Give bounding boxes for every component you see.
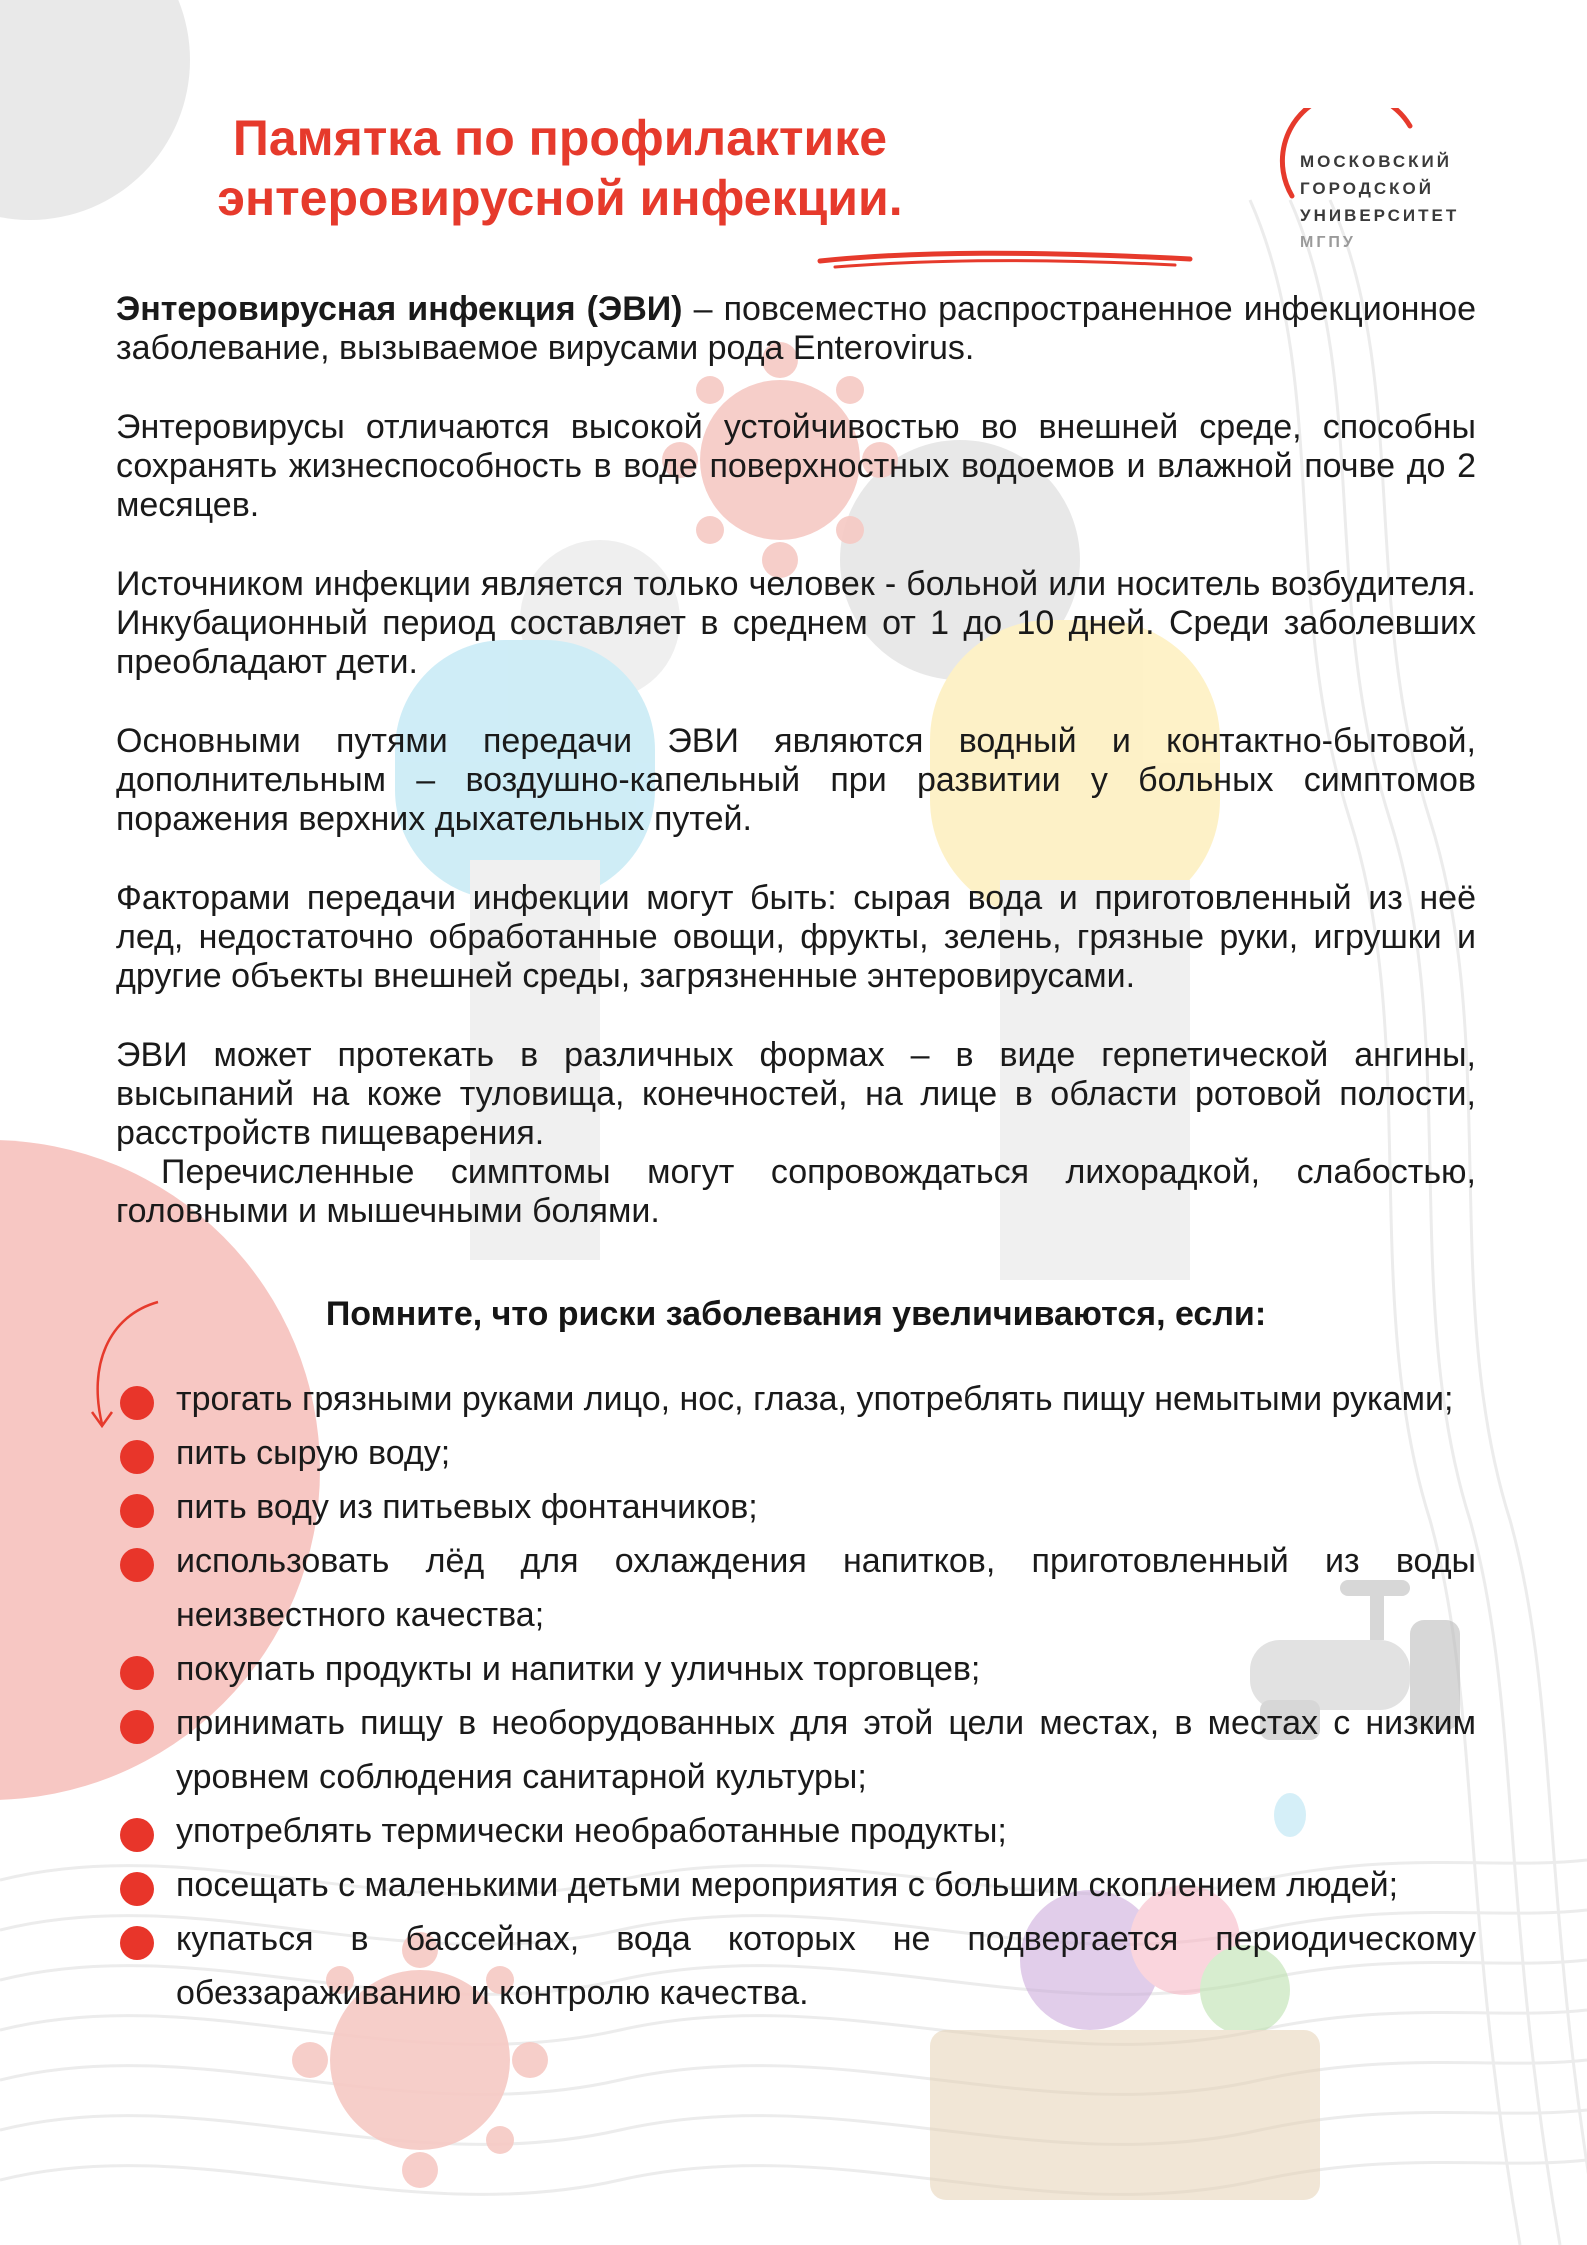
- bullet-icon: [120, 1386, 154, 1420]
- risk-heading: Помните, что риски заболевания увеличиваются, если:: [325, 1295, 1267, 1333]
- term-bold: Энтеровирусная инфекция (ЭВИ): [116, 290, 683, 328]
- risk-item-text: покупать продукты и напитки у уличных торговцев;: [176, 1650, 981, 1688]
- risk-item: [120, 1858, 1476, 1912]
- risk-item-text: пить воду из питьевых фонтанчиков;: [176, 1488, 758, 1526]
- risk-item: [120, 1642, 1476, 1696]
- risk-item-text: купаться в бассейнах, вода которых не подвергается периодическому обеззараживанию и контролю качества.: [176, 1920, 1476, 2012]
- risk-item: [120, 1426, 1476, 1480]
- bullet-icon: [120, 1440, 154, 1474]
- risk-item: [120, 1480, 1476, 1534]
- risk-list: [120, 1372, 1476, 2020]
- bullet-icon: [120, 1548, 154, 1582]
- logo-line-3: УНИВЕРСИТЕТ: [1300, 206, 1460, 225]
- paragraph-forms: ЭВИ может протекать в различных формах – в виде герпетической ангины, высыпаний на коже туловища, конечностей, на лице в области ротовой полости, расстройств пищеварения.: [116, 1036, 1476, 1152]
- risk-item-text: употреблять термически необработанные продукты;: [176, 1812, 1007, 1850]
- paragraph-symptoms: Перечисленные симптомы могут сопровождаться лихорадкой, слабостью, головными и мышечными болями.: [116, 1153, 1476, 1230]
- bullet-icon: [120, 1926, 154, 1960]
- logo-line-1: МОСКОВСКИЙ: [1300, 152, 1452, 171]
- paragraph-source: Источником инфекции является только человек - больной или носитель возбудителя. Инкубационный период составляет в среднем от 1 до 10 дней. Среди заболевших преобладают дети.: [116, 565, 1476, 681]
- risk-item: [120, 1534, 1476, 1642]
- risk-item: [120, 1696, 1476, 1804]
- paragraph-transmission-routes: Основными путями передачи ЭВИ являются водный и контактно-бытовой, дополнительным – воздушно-капельный при развитии у больных симптомов поражения верхних дыхательных путей.: [116, 722, 1476, 838]
- paragraph-definition: [116, 290, 1476, 368]
- bullet-icon: [120, 1818, 154, 1852]
- article-body: [116, 290, 1476, 1231]
- university-logo: [1270, 108, 1490, 268]
- risk-item-text: использовать лёд для охлаждения напитков, приготовленный из воды неизвестного качества;: [176, 1542, 1476, 1634]
- bullet-icon: [120, 1494, 154, 1528]
- bullet-icon: [120, 1872, 154, 1906]
- risk-item-text: принимать пищу в необорудованных для этой цели местах, в местах с низким уровнем соблюдения санитарной культуры;: [176, 1704, 1476, 1796]
- page-title-line-1: Памятка по профилактике: [232, 110, 888, 166]
- page-title-line-2: энтеровирусной инфекции.: [217, 170, 903, 226]
- risk-item: [120, 1804, 1476, 1858]
- logo-line-2: ГОРОДСКОЙ: [1300, 179, 1434, 198]
- bullet-icon: [120, 1656, 154, 1690]
- logo-line-4: МГПУ: [1300, 234, 1356, 251]
- definition-text: – повсеместно распространенное инфекционное заболевание, вызываемое вирусами рода Enterovirus.: [116, 290, 1476, 367]
- risk-item: [120, 1372, 1476, 1426]
- risk-item-text: посещать с маленькими детьми мероприятия с большим скоплением людей;: [176, 1866, 1399, 1904]
- brush-stroke-decoration: [815, 243, 1195, 273]
- risk-item-text: пить сырую воду;: [176, 1434, 451, 1472]
- paragraph-resistance: Энтеровирусы отличаются высокой устойчивостью во внешней среде, способны сохранять жизнеспособность в воде поверхностных водоемов и влажной почве до 2 месяцев.: [116, 408, 1476, 524]
- risk-item: [120, 1912, 1476, 2020]
- risk-item-text: трогать грязными руками лицо, нос, глаза, употреблять пищу немытыми руками;: [176, 1380, 1454, 1418]
- bullet-icon: [120, 1710, 154, 1744]
- page-title: [150, 108, 970, 228]
- paragraph-transmission-factors: Факторами передачи инфекции могут быть: сырая вода и приготовленный из неё лед, недостаточно обработанные овощи, фрукты, зелень, грязные руки, игрушки и другие объекты внешней среды, загрязненные энтеровирусами.: [116, 879, 1476, 995]
